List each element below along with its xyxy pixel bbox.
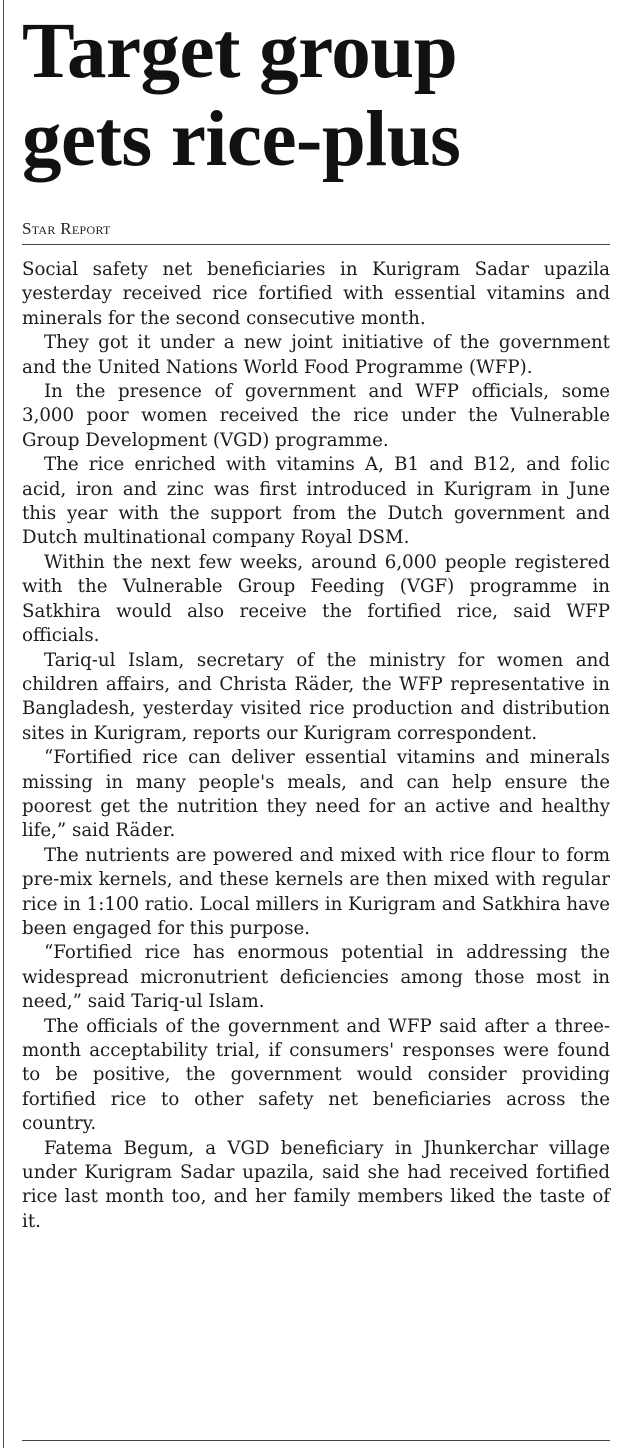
paragraph: The officials of the government and WFP said after a three-month acceptability trial, if consumers' responses were found to be positive, the government would consider providing fortified rice to other safety net beneficiaries across the country. [22, 1015, 610, 1135]
byline-rule [22, 244, 610, 245]
headline [22, 0, 610, 184]
paragraph: The nutrients are powered and mixed with rice flour to form pre-mix kernels, and these kernels are then mixed with regular rice in 1:100 ratio. Local millers in Kurigram and Satkhira have been engaged for this purpose. [22, 844, 610, 939]
paragraph: “Fortified rice can deliver essential vitamins and minerals missing in many people's meals, and can help ensure the poorest get the nutrition they need for an active and healthy life,” said Räder. [22, 747, 610, 842]
paragraph: In the presence of government and WFP officials, some 3,000 poor women received the rice under the Vulnerable Group Development (VGD) programme. [22, 381, 610, 451]
article-end-rule [22, 1440, 610, 1441]
byline: Star Report [22, 219, 111, 238]
column-divider-rule [3, 0, 4, 1448]
paragraph: The rice enriched with vitamins A, B1 and B12, and folic acid, iron and zinc was first introduced in Kurigram in June this year with the support from the Dutch government and Dutch multinational company Royal DSM. [22, 454, 610, 549]
news-article [22, 0, 610, 1234]
paragraph: Tariq-ul Islam, secretary of the ministry for women and children affairs, and Christa Räder, the WFP representative in Bangladesh, yesterday visited rice production and distribution sites in Kurigram, reports our Kurigram correspondent. [22, 649, 610, 744]
paragraph: Within the next few weeks, around 6,000 people registered with the Vulnerable Group Feeding (VGF) programme in Satkhira would also receive the fortified rice, said WFP officials. [22, 551, 610, 647]
headline-line-2: gets rice-plus [22, 96, 461, 183]
headline-line-1: Target group [22, 8, 458, 95]
paragraph: “Fortified rice has enormous potential in addressing the widespread micronutrient deficiencies among those most in need,” said Tariq-ul Islam. [22, 942, 610, 1013]
paragraph: Fatema Begum, a VGD beneficiary in Jhunkerchar village under Kurigram Sadar upazila, said she had received fortified rice last month too, and her family members liked the taste of it. [22, 1137, 610, 1232]
paragraph: They got it under a new joint initiative of the government and the United Nations World Food Programme (WFP). [22, 332, 610, 378]
paragraph: Social safety net beneficiaries in Kurigram Sadar upazila yesterday received rice fortified with essential vitamins and minerals for the second consecutive month. [22, 259, 610, 329]
article-body [22, 258, 610, 1234]
